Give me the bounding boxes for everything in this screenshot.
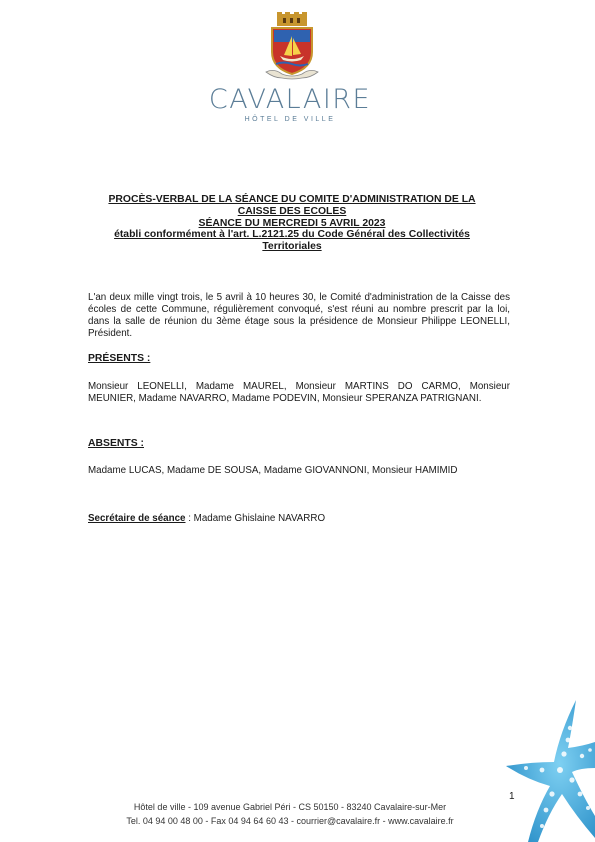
absent-list: Madame LUCAS, Madame DE SOUSA, Madame GIOVANNONI, Monsieur HAMIMID: [88, 465, 458, 476]
brand-subtitle: HÔTEL DE VILLE: [244, 116, 336, 123]
footer-contact: Tel. 04 94 00 48 00 - Fax 04 94 64 60 43 - courrier@cavalaire.fr - www.cavalaire.fr: [126, 816, 454, 826]
document-title: [92, 194, 492, 253]
title-line: CAISSE DES ECOLES: [237, 205, 347, 217]
intro-paragraph: L'an deux mille vingt trois, le 5 avril à 10 heures 30, le Comité d'administration de la Caisse des écoles de cette Commune, régulièrement convoqué, s'est réuni au nombre prescrit par la loi, dans la salle de réunion du 3ème étage sous la présidence de Monsieur Philippe LEONELLI, Président.: [88, 292, 510, 339]
absent-heading: ABSENTS :: [88, 438, 144, 449]
secretary-line: [88, 513, 510, 525]
present-list: Monsieur LEONELLI, Madame MAUREL, Monsieur MARTINS DO CARMO, Monsieur MEUNIER, Madame NAVARRO, Madame PODEVIN, Monsieur SPERANZA PATRIGNANI.: [88, 381, 510, 404]
town-crest-icon: [264, 12, 320, 80]
brand-name: CAVALAIRE: [208, 84, 372, 115]
title-line: Territoriales: [262, 241, 322, 253]
footer-address: Hôtel de ville - 109 avenue Gabriel Péri - CS 50150 - 83240 Cavalaire-sur-Mer: [133, 802, 447, 812]
page-number: 1: [509, 791, 515, 802]
title-line: établi conformément à l'art. L.2121.25 du Code Général des Collectivités: [114, 229, 470, 241]
present-heading: PRÉSENTS :: [88, 353, 151, 364]
title-line: PROCÈS-VERBAL DE LA SÉANCE DU COMITE D'ADMINISTRATION DE LA: [108, 194, 476, 205]
secretary-label: Secrétaire de séance: [88, 513, 186, 524]
secretary-value: : Madame Ghislaine NAVARRO: [185, 513, 326, 524]
title-line: SÉANCE DU MERCREDI 5 AVRIL 2023: [198, 217, 386, 229]
starfish-icon: [498, 698, 595, 842]
